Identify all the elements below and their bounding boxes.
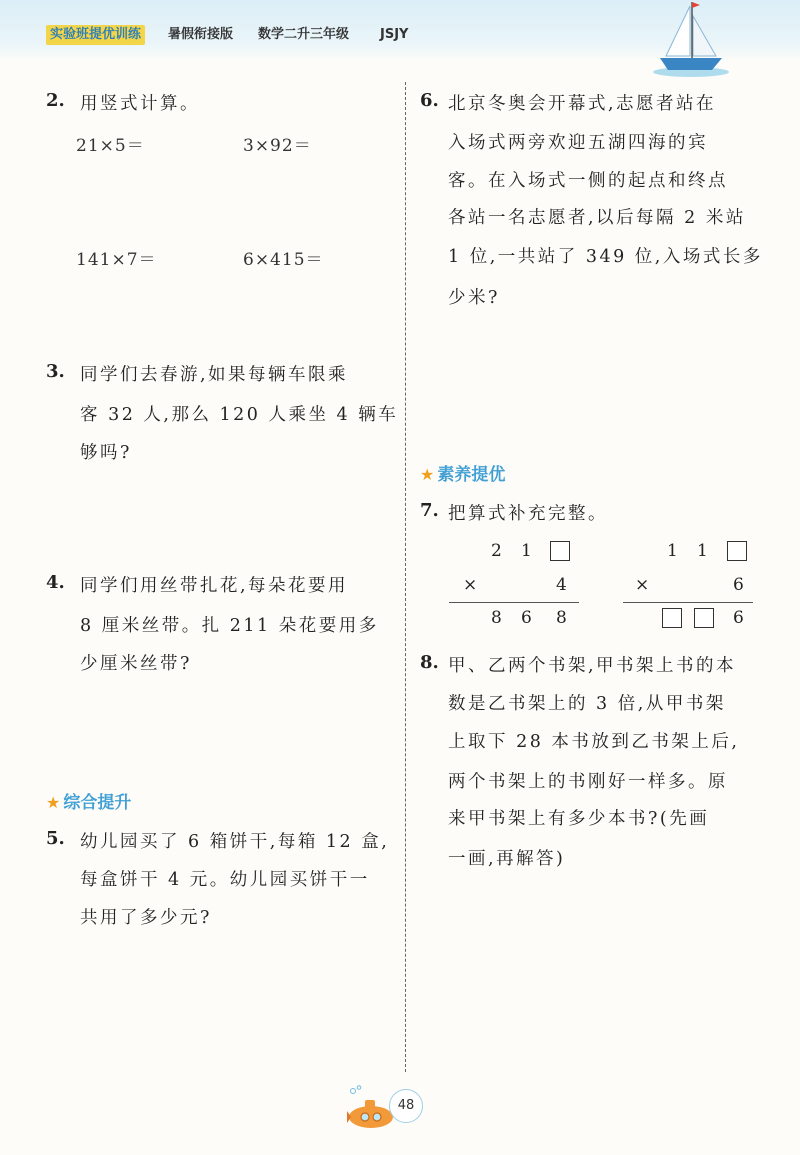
question-8-line: 一画,再解答) [448, 849, 566, 869]
answer-box[interactable] [662, 608, 682, 628]
calc-digit: 8 [491, 608, 502, 628]
question-2-text: 用竖式计算。 [80, 94, 200, 114]
question-8-line: 数是乙书架上的 3 倍,从甲书架 [448, 694, 726, 714]
question-3-line: 够吗? [80, 443, 132, 463]
calc-digit: 4 [556, 575, 567, 595]
question-5-line: 每盒饼干 4 元。幼儿园买饼干一 [80, 870, 370, 890]
calc-item: 3×92＝ [243, 136, 312, 156]
question-8-line: 来甲书架上有多少本书?(先画 [448, 809, 710, 829]
question-3-line: 客 32 人,那么 120 人乘坐 4 辆车 [80, 405, 399, 425]
subject-label: 数学二升三年级 [258, 27, 350, 42]
column-divider [405, 82, 406, 1072]
calc-digit: 1 [521, 541, 532, 561]
calc-digit: 2 [491, 541, 502, 561]
question-4-line: 少厘米丝带? [80, 654, 192, 674]
question-6-line: 少米? [448, 288, 500, 308]
question-5-line: 共用了多少元? [80, 908, 212, 928]
star-icon: ★ [420, 465, 435, 484]
calc-digit: 1 [667, 541, 678, 561]
section-heading-comprehensive: ★ 综合提升 [46, 793, 132, 813]
question-8-line: 上取下 28 本书放到乙书架上后, [448, 732, 740, 752]
sailboat-icon [650, 0, 732, 78]
multiply-sign: × [635, 575, 650, 595]
calc-item: 21×5＝ [76, 136, 145, 156]
question-4-number: 4. [46, 572, 65, 593]
question-8-number: 8. [420, 652, 439, 673]
edition-code: JSJY [380, 27, 409, 42]
star-icon: ★ [46, 793, 61, 812]
question-8-line: 甲、乙两个书架,甲书架上书的本 [448, 656, 737, 676]
question-6-number: 6. [420, 90, 439, 111]
question-6-line: 客。在入场式一侧的起点和终点 [448, 171, 728, 191]
question-4-line: 同学们用丝带扎花,每朵花要用 [80, 576, 349, 596]
answer-box[interactable] [550, 541, 570, 561]
calc-underline [623, 602, 753, 603]
question-7-number: 7. [420, 500, 439, 521]
page-number: 48 [389, 1089, 423, 1123]
answer-box[interactable] [694, 608, 714, 628]
section-heading-literacy: ★ 素养提优 [420, 465, 506, 485]
calc-underline [449, 602, 579, 603]
calc-digit: 6 [521, 608, 532, 628]
question-8-line: 两个书架上的书刚好一样多。原 [448, 772, 728, 792]
question-5-line: 幼儿园买了 6 箱饼干,每箱 12 盒, [80, 832, 390, 852]
calc-digit: 1 [697, 541, 708, 561]
question-2-number: 2. [46, 90, 65, 111]
question-6-line: 入场式两旁欢迎五湖四海的宾 [448, 133, 708, 153]
question-7-text: 把算式补充完整。 [448, 504, 608, 524]
question-4-line: 8 厘米丝带。扎 211 朵花要用多 [80, 616, 379, 636]
question-3-number: 3. [46, 361, 65, 382]
calc-item: 141×7＝ [76, 250, 157, 270]
question-3-line: 同学们去春游,如果每辆车限乘 [80, 365, 349, 385]
question-6-line: 北京冬奥会开幕式,志愿者站在 [448, 94, 717, 114]
answer-box[interactable] [727, 541, 747, 561]
series-title: 实验班提优训练 [46, 25, 145, 45]
calc-digit: 6 [733, 608, 744, 628]
edition-label: 暑假衔接版 [168, 27, 234, 42]
calc-digit: 6 [733, 575, 744, 595]
calc-digit: 8 [556, 608, 567, 628]
question-5-number: 5. [46, 828, 65, 849]
page-header [0, 0, 800, 62]
question-6-line: 1 位,一共站了 349 位,入场式长多 [448, 247, 763, 267]
question-6-line: 各站一名志愿者,以后每隔 2 米站 [448, 208, 746, 228]
calc-item: 6×415＝ [243, 250, 324, 270]
multiply-sign: × [463, 575, 478, 595]
